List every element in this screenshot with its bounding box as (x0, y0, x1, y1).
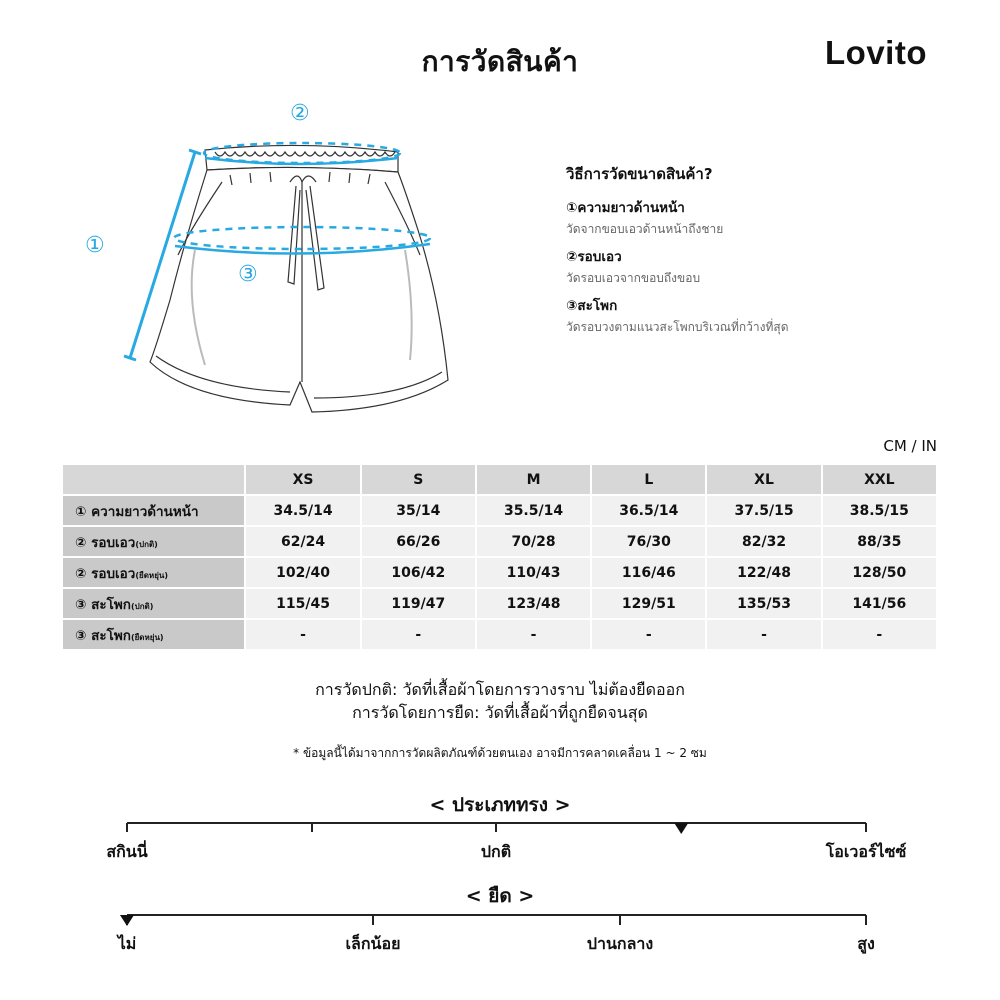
table-cell: 135/53 (707, 589, 820, 618)
row-label (63, 558, 244, 587)
fit-scale (120, 815, 880, 835)
row-label-text: ② รอบเอว (75, 565, 136, 582)
row-label (63, 620, 244, 649)
howto-item-title: ①ความยาวด้านหน้า (566, 200, 685, 216)
row-label-text: ③ สะโพก (75, 627, 131, 644)
howto-item-desc: วัดรอบเอวจากขอบถึงขอบ (566, 271, 701, 285)
row-label-text: ① ความยาวด้านหน้า (75, 503, 199, 520)
row-label (63, 527, 244, 556)
table-cell: 123/48 (477, 589, 590, 618)
unit-label: CM / IN (883, 437, 937, 455)
table-cell: - (477, 620, 590, 649)
table-row (63, 620, 936, 649)
table-row (63, 496, 936, 525)
fit-selected-marker (674, 823, 688, 834)
table-cell: - (823, 620, 936, 649)
table-cell: 36.5/14 (592, 496, 705, 525)
note-stretch: การวัดโดยการยืด: วัดที่เสื้อผ้าที่ถูกยืดจนสุด (352, 703, 648, 722)
row-label-text: ③ สะโพก (75, 596, 131, 613)
table-cell: 141/56 (823, 589, 936, 618)
stretch-label-high: สูง (857, 934, 875, 953)
table-cell: 35/14 (362, 496, 475, 525)
fit-label-skinny: สกินนี่ (106, 842, 148, 861)
table-cell: 122/48 (707, 558, 820, 587)
howto-title: วิธีการวัดขนาดสินค้า? (566, 165, 713, 183)
fit-label-regular: ปกติ (480, 842, 512, 861)
size-header: XXL (823, 465, 936, 494)
stretch-scale (115, 908, 875, 928)
stretch-selected-marker (120, 915, 134, 926)
size-header: S (362, 465, 475, 494)
table-cell: 70/28 (477, 527, 590, 556)
table-cell: 88/35 (823, 527, 936, 556)
row-label-text: ② รอบเอว (75, 534, 136, 551)
fit-label-oversize: โอเวอร์ไซซ์ (825, 842, 907, 861)
row-qualifier: (ยืดหยุ่น) (130, 632, 164, 642)
row-qualifier: (ปกติ) (135, 539, 158, 549)
size-header: XS (246, 465, 359, 494)
table-cell: - (592, 620, 705, 649)
table-cell: - (246, 620, 359, 649)
table-cell: 116/46 (592, 558, 705, 587)
note-normal: การวัดปกติ: วัดที่เสื้อผ้าโดยการวางราบ ไม่ต้องยืดออก (315, 680, 685, 699)
table-cell: 115/45 (246, 589, 359, 618)
row-qualifier: (ปกติ) (130, 601, 154, 611)
row-label (63, 496, 244, 525)
table-cell: 119/47 (362, 589, 475, 618)
table-row (63, 558, 936, 587)
howto-panel (566, 162, 966, 343)
table-cell: 102/40 (246, 558, 359, 587)
marker-waist: ② (290, 101, 310, 126)
table-cell: 128/50 (823, 558, 936, 587)
fit-scale-title: < ประเภททรง > (429, 794, 571, 816)
table-cell: 106/42 (362, 558, 475, 587)
table-cell: 110/43 (477, 558, 590, 587)
howto-item-title: ③สะโพก (566, 298, 618, 314)
size-header-row (63, 465, 936, 494)
size-header: XL (707, 465, 820, 494)
row-qualifier: (ยืดหยุ่น) (135, 570, 168, 580)
stretch-label-medium: ปานกลาง (586, 934, 654, 953)
stretch-label-slight: เล็กน้อย (345, 934, 401, 953)
table-cell: 129/51 (592, 589, 705, 618)
row-label (63, 589, 244, 618)
howto-item-desc: วัดจากขอบเอวด้านหน้าถึงชาย (566, 222, 724, 236)
table-cell: 35.5/14 (477, 496, 590, 525)
table-row (63, 527, 936, 556)
table-cell: 34.5/14 (246, 496, 359, 525)
disclaimer: * ข้อมูลนี้ได้มาจากการวัดผลิตภัณฑ์ด้วยตนเอง อาจมีการคลาดเคลื่อน 1 ~ 2 ซม (293, 746, 707, 760)
stretch-label-none: ไม่ (117, 934, 137, 953)
table-row (63, 589, 936, 618)
table-cell: 76/30 (592, 527, 705, 556)
table-cell: 62/24 (246, 527, 359, 556)
brand-logo: Lovito (825, 34, 927, 71)
marker-front-length: ① (85, 233, 105, 258)
marker-hip: ③ (238, 262, 258, 287)
howto-item-title: ②รอบเอว (566, 249, 622, 265)
table-cell: 66/26 (362, 527, 475, 556)
table-corner (63, 465, 244, 494)
table-cell: - (362, 620, 475, 649)
table-cell: 38.5/15 (823, 496, 936, 525)
table-cell: 37.5/15 (707, 496, 820, 525)
size-table (61, 463, 938, 651)
page-title: การวัดสินค้า (421, 45, 579, 78)
size-header: L (592, 465, 705, 494)
howto-item-desc: วัดรอบวงตามแนวสะโพกบริเวณที่กว้างที่สุด (566, 320, 789, 334)
shorts-diagram (70, 95, 470, 425)
table-cell: 82/32 (707, 527, 820, 556)
stretch-scale-title: < ยืด > (465, 885, 535, 907)
size-header: M (477, 465, 590, 494)
table-cell: - (707, 620, 820, 649)
